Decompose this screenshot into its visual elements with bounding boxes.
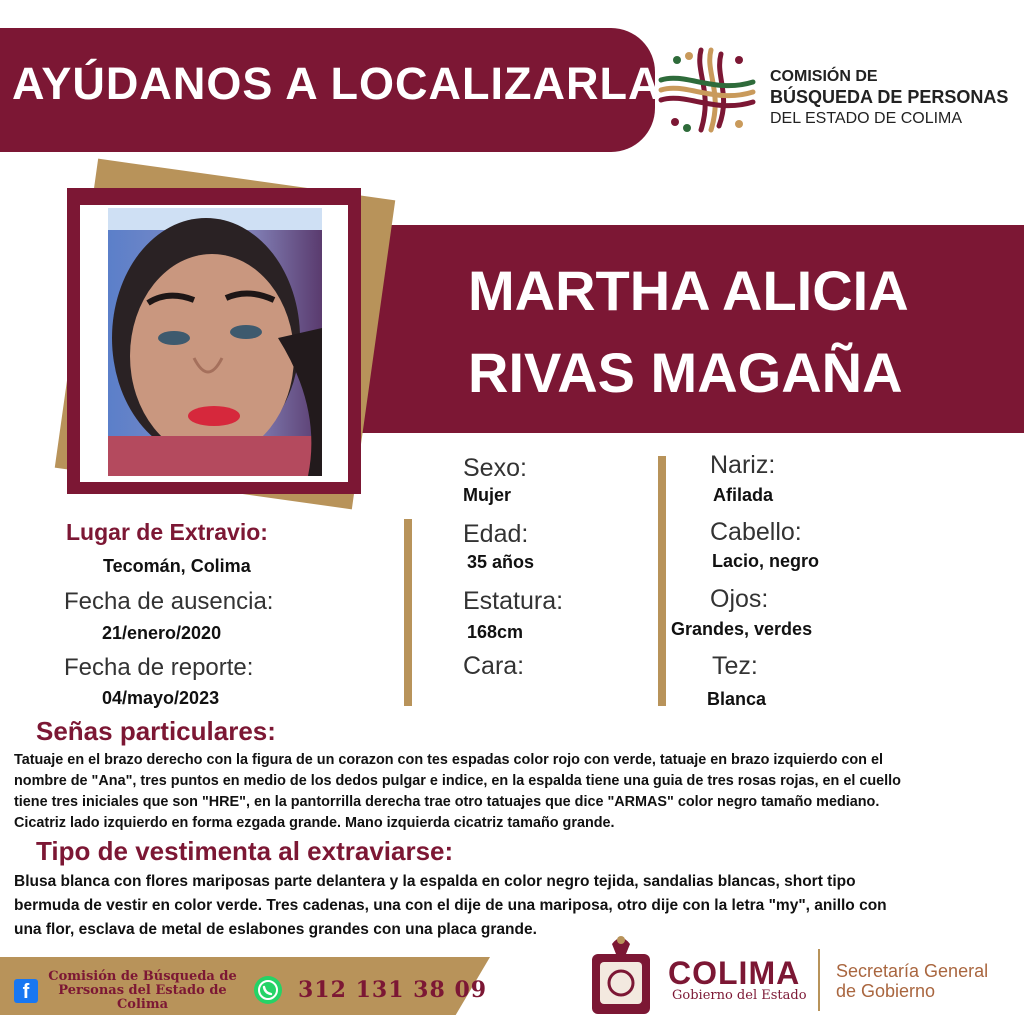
trait-value: 35 años (467, 552, 535, 572)
ausencia-value: 21/enero/2020 (102, 623, 222, 643)
secretaria-name (836, 961, 988, 1001)
senas-line: tiene tres iniciales que son "HRE", en la pantorrilla derecha trae otro tatuajes que dice "ARMAS" color negro tamaño mediano. (14, 794, 880, 810)
lugar-value: Tecomán, Colima (103, 556, 251, 576)
whatsapp-icon[interactable] (254, 976, 282, 1004)
secretaria-line2: de Gobierno (836, 981, 936, 1001)
trait-label: Ojos: (710, 585, 769, 613)
commission-name (770, 66, 1020, 129)
trait-value: Mujer (463, 485, 512, 505)
colima-logo-text: COLIMA (668, 955, 801, 991)
trait-label: Tez: (712, 652, 758, 680)
trait-value: Lacio, negro (712, 551, 820, 571)
phone-number[interactable]: 312 131 38 09 (298, 977, 488, 1003)
banner-title: AYÚDANOS A LOCALIZARLA (12, 58, 662, 109)
senas-line: Cicatriz lado izquierdo en forma ezgada grande. Mano izquierda cicatriz tamaño grande. (14, 815, 615, 831)
secretaria-line1: Secretaría General (836, 961, 989, 981)
senas-line: nombre de "Ana", tres puntos en medio de los dedos pulgar e indice, en la espalda tiene una guia de tres rosas rojas, en el cuello (14, 773, 901, 789)
colima-coat-of-arms-icon (588, 930, 654, 1018)
lugar-label: Lugar de Extravio: (66, 519, 268, 545)
commission-line2: BÚSQUEDA DE PERSONAS (770, 87, 1009, 107)
reporte-value: 04/mayo/2023 (102, 688, 220, 708)
vestimenta-line: bermuda de vestir en color verde. Tres cadenas, una con el dije de una mariposa, otro dije con la letra "my", anillo con (14, 897, 887, 914)
person-photo (108, 208, 322, 476)
commission-line3: DEL ESTADO DE COLIMA (770, 110, 963, 127)
trait-label: Sexo: (463, 454, 527, 482)
senas-text (14, 750, 1020, 834)
vestimenta-line: una flor, esclava de metal de eslabones grandes con una placa grande. (14, 921, 537, 938)
ausencia-label: Fecha de ausencia: (64, 588, 274, 615)
vestimenta-title: Tipo de vestimenta al extraviarse: (36, 836, 454, 866)
senas-title: Señas particulares: (36, 716, 276, 746)
person-name-line1: MARTHA ALICIA (468, 259, 909, 322)
trait-value: Grandes, verdes (671, 619, 813, 639)
vestimenta-line: Blusa blanca con flores mariposas parte delantera y la espalda en color negro tejida, sandalias blancas, short tipo (14, 873, 856, 890)
facebook-icon[interactable]: f (14, 979, 38, 1003)
commission-logo-icon (655, 42, 759, 138)
reporte-label: Fecha de reporte: (64, 654, 254, 681)
person-name-line2: RIVAS MAGAÑA (468, 341, 903, 404)
trait-label: Edad: (463, 520, 529, 548)
colima-subtitle: Gobierno del Estado (672, 988, 807, 1003)
trait-label: Nariz: (710, 451, 776, 479)
footer-org-name: Comisión de Búsqueda de Personas del Estado de Colima (48, 969, 237, 1012)
footer-separator (818, 949, 820, 1011)
trait-label: Cabello: (710, 518, 802, 546)
divider-left (404, 519, 412, 706)
commission-line1: COMISIÓN DE (770, 68, 878, 85)
trait-value: Afilada (713, 485, 774, 505)
trait-value: 168cm (467, 622, 524, 642)
divider-right (658, 456, 666, 706)
senas-line: Tatuaje en el brazo derecho con la figura de un corazon con tes espadas color rojo con verde, tatuaje en brazo izquierdo con el (14, 752, 883, 768)
trait-label: Cara: (463, 652, 525, 680)
trait-value: Blanca (707, 689, 767, 709)
trait-label: Estatura: (463, 587, 564, 615)
vestimenta-text (14, 870, 1014, 942)
